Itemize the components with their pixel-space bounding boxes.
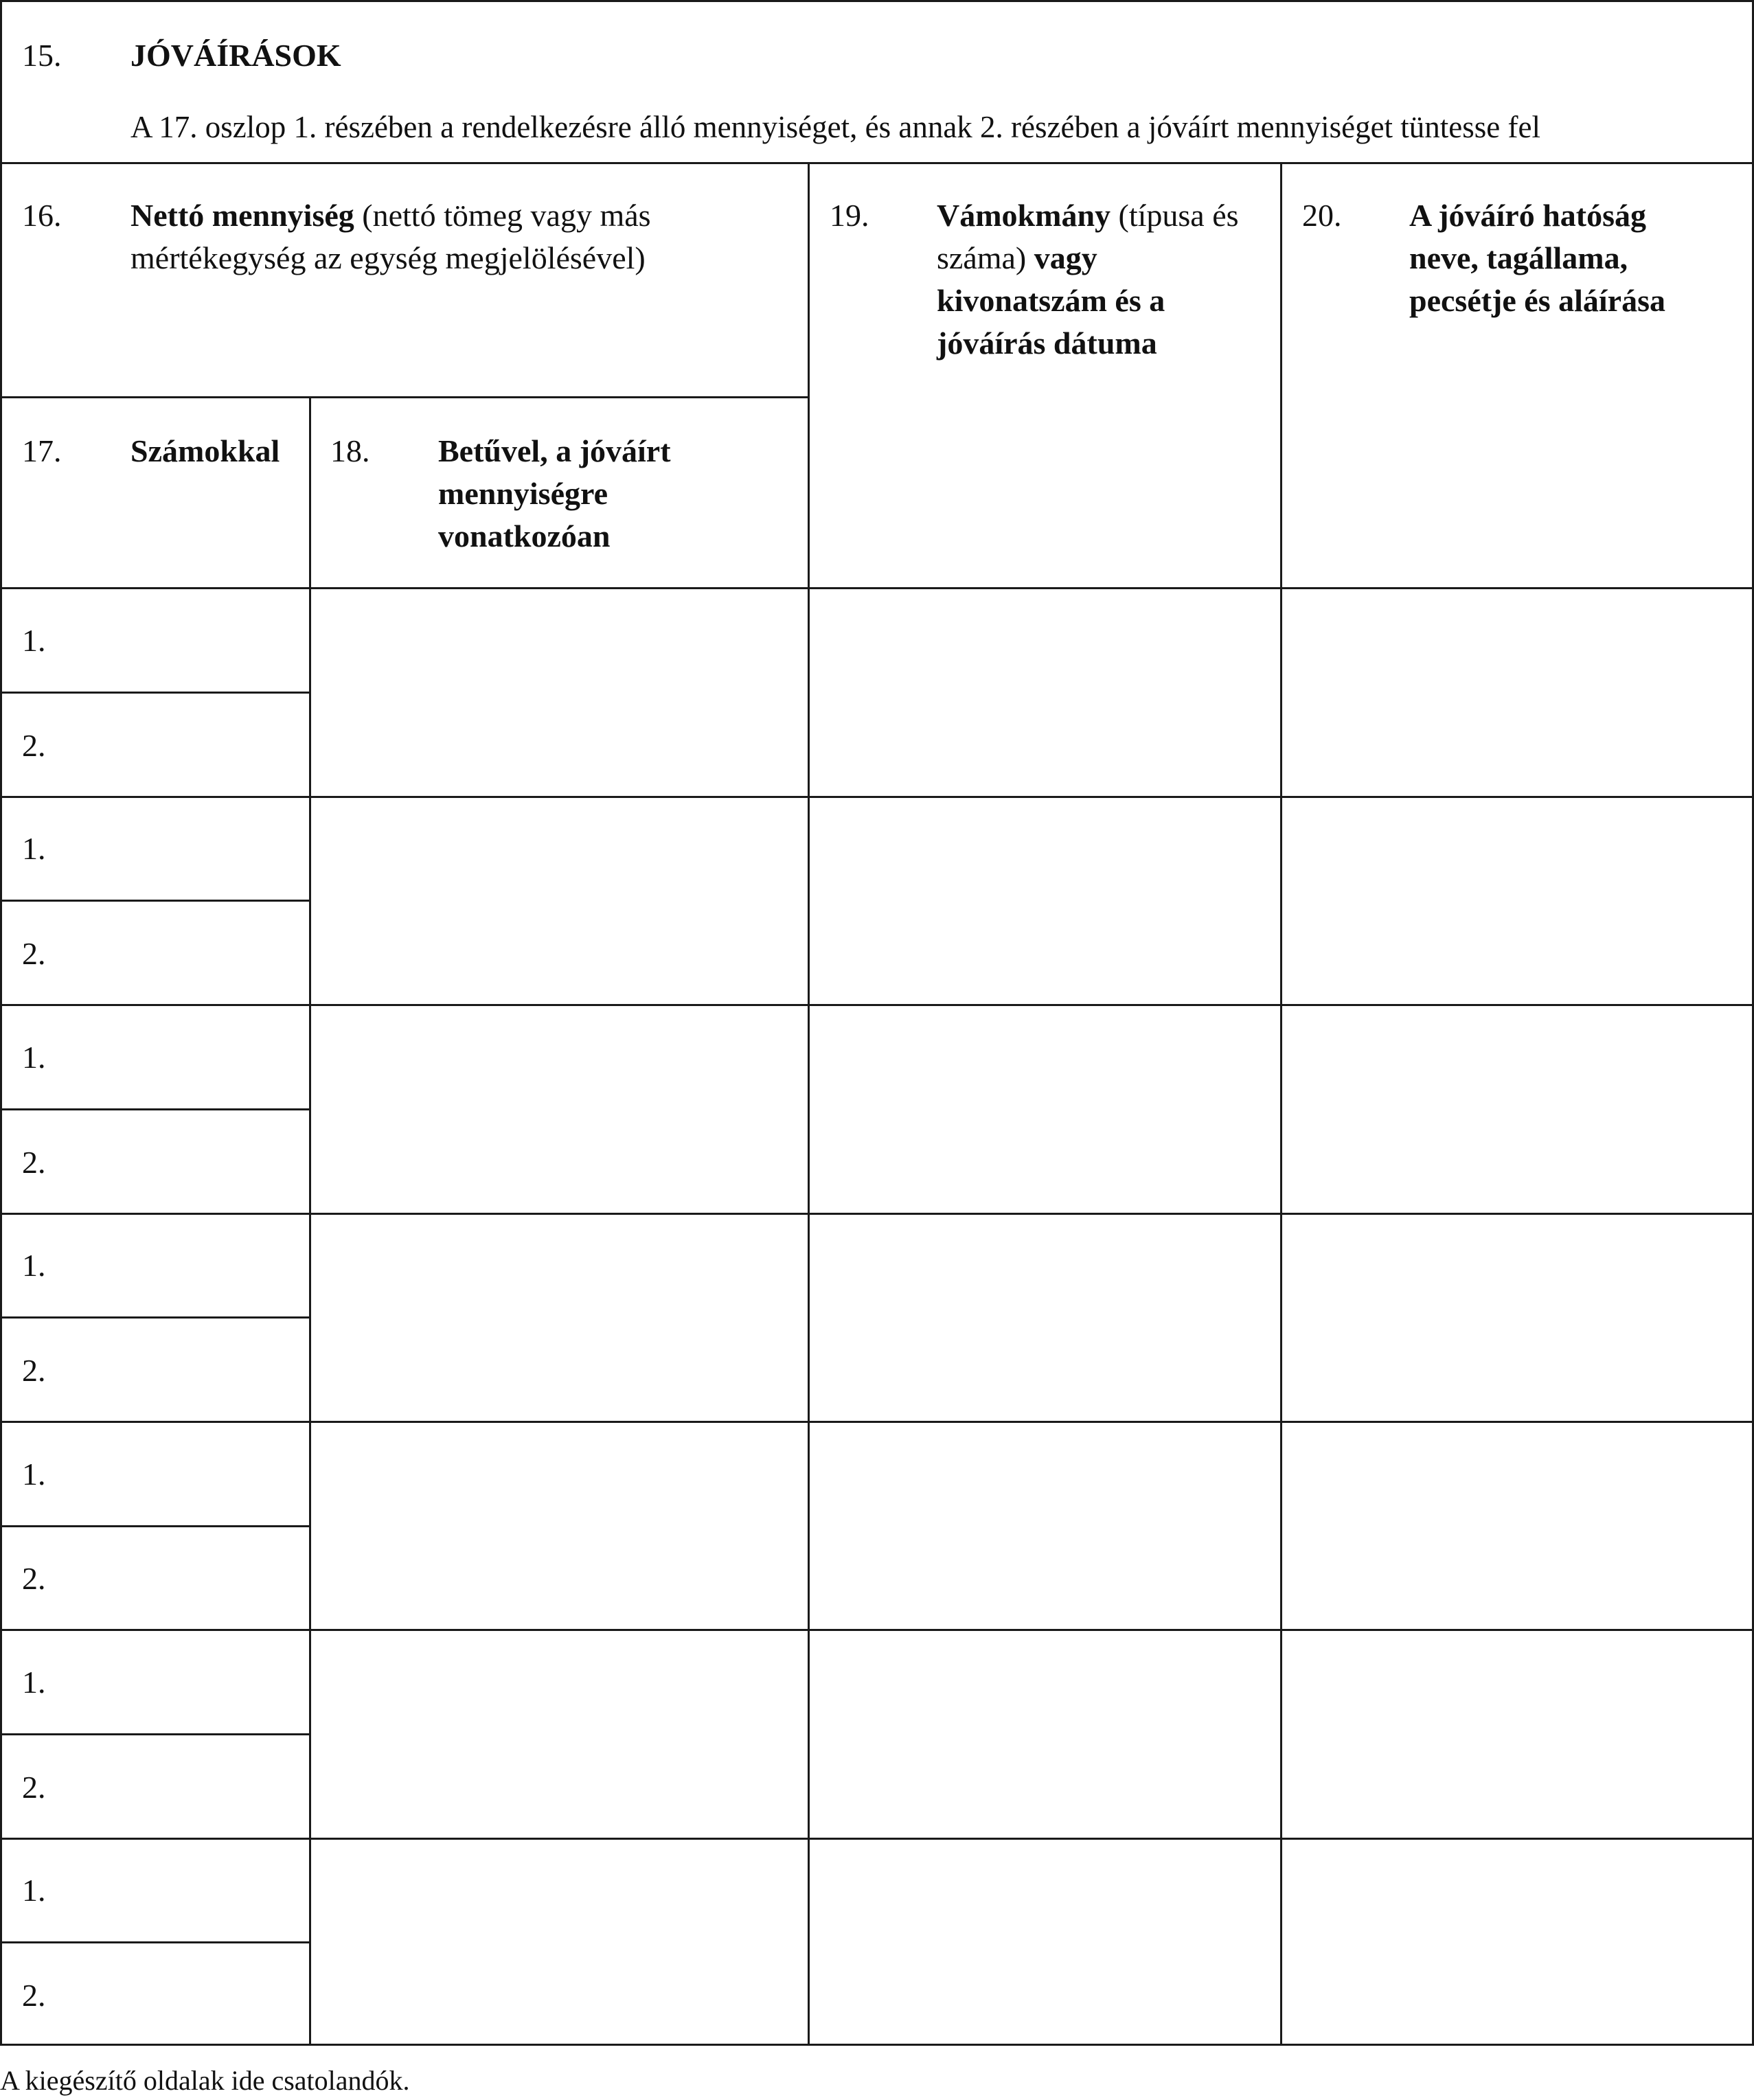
- row3-part2-label: 2.: [22, 1145, 46, 1180]
- col16-bottom-line: [0, 396, 809, 398]
- row-group-line: [0, 1629, 1754, 1631]
- row6-part1-label: 1.: [22, 1665, 46, 1700]
- col19-line1: [937, 194, 1239, 237]
- col19-left-line: [808, 162, 810, 2045]
- col20-heading: [1409, 194, 1665, 322]
- col18-left-line: [309, 396, 311, 2045]
- col18-line2: mennyiségre: [438, 476, 608, 511]
- row4-part2-label: 2.: [22, 1353, 46, 1388]
- col16-title: Nettó mennyiség: [130, 198, 354, 233]
- footnote: A kiegészítő oldalak ide csatolandók.: [0, 2065, 410, 2096]
- col19-or: vagy: [1034, 240, 1097, 275]
- sub-row-line: [0, 1525, 310, 1527]
- row1-part2-label: 2.: [22, 728, 46, 763]
- col19-desc-part2: száma): [937, 240, 1027, 275]
- section15-instruction: A 17. oszlop 1. részében a rendelkezésre álló mennyiséget, és annak 2. részében a jóváírt mennyiséget tüntesse fel: [130, 110, 1540, 144]
- col16-heading-line1: [130, 194, 651, 237]
- col20-left-line: [1280, 162, 1282, 2045]
- row1-part1-label: 1.: [22, 623, 46, 658]
- row7-part2-label: 2.: [22, 1978, 46, 2013]
- row-group-line: [0, 796, 1754, 798]
- frame-top-line: [0, 0, 1754, 2]
- section15-title: JÓVÁÍRÁSOK: [130, 38, 341, 73]
- col20-line3: pecsétje és aláírása: [1409, 283, 1665, 318]
- row6-part2-label: 2.: [22, 1770, 46, 1805]
- row7-part1-label: 1.: [22, 1873, 46, 1908]
- col18-number: 18.: [330, 433, 370, 468]
- row-group-line: [0, 1421, 1754, 1423]
- header-bottom-line: [0, 587, 1754, 589]
- section-header-divider: [0, 162, 1754, 164]
- sub-row-line: [0, 1316, 310, 1319]
- sub-row-line: [0, 1108, 310, 1110]
- section15-number: 15.: [22, 38, 62, 73]
- col19-line2: [937, 237, 1239, 279]
- col19-desc-part1: (típusa és: [1118, 198, 1239, 233]
- row5-part2-label: 2.: [22, 1561, 46, 1596]
- col20-number: 20.: [1302, 198, 1342, 233]
- frame-bottom-line: [0, 2044, 1754, 2046]
- col16-desc-line1: (nettó tömeg vagy más: [362, 198, 651, 233]
- row2-part2-label: 2.: [22, 936, 46, 971]
- col19-number: 19.: [830, 198, 869, 233]
- col19-heading: [937, 194, 1239, 365]
- row2-part1-label: 1.: [22, 831, 46, 866]
- row4-part1-label: 1.: [22, 1248, 46, 1283]
- col19-line3: kivonatszám és a: [937, 283, 1165, 318]
- col18-line1: Betűvel, a jóváírt: [438, 433, 671, 468]
- col18-line3: vonatkozóan: [438, 518, 611, 553]
- col19-title: Vámokmány: [937, 198, 1111, 233]
- sub-row-line: [0, 1733, 310, 1735]
- col16-heading: [130, 194, 651, 279]
- col16-number: 16.: [22, 198, 62, 233]
- col17-number: 17.: [22, 433, 62, 468]
- col20-line1: A jóváíró hatóság: [1409, 198, 1646, 233]
- sub-row-line: [0, 1941, 310, 1943]
- col16-desc-line2: mértékegység az egység megjelölésével): [130, 240, 646, 275]
- sub-row-line: [0, 692, 310, 694]
- col17-title: Számokkal: [130, 433, 280, 468]
- row-group-line: [0, 1004, 1754, 1006]
- row-group-line: [0, 1838, 1754, 1840]
- row-group-line: [0, 1213, 1754, 1215]
- sub-row-line: [0, 900, 310, 902]
- row3-part1-label: 1.: [22, 1040, 46, 1075]
- col20-line2: neve, tagállama,: [1409, 240, 1628, 275]
- row5-part1-label: 1.: [22, 1457, 46, 1492]
- col19-line4: jóváírás dátuma: [937, 326, 1157, 361]
- frame-left-line: [0, 0, 2, 2046]
- col18-heading: [438, 430, 671, 558]
